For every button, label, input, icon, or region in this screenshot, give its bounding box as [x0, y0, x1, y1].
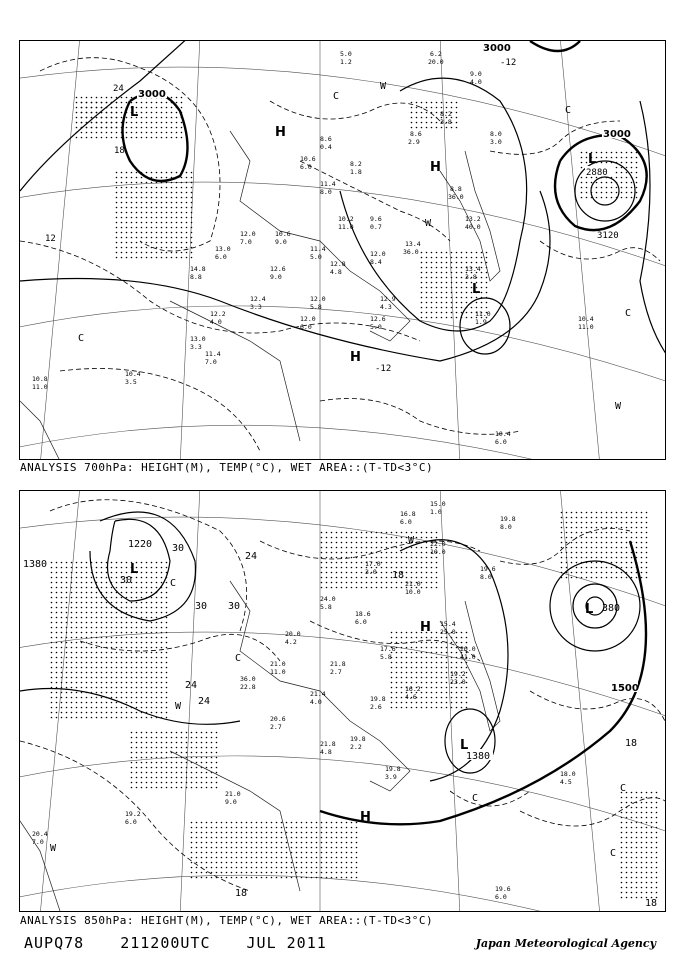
product-code: AUPQ78 [24, 934, 85, 952]
svg-text:8.8: 8.8 [450, 185, 462, 193]
warm-symbol: W [175, 701, 182, 712]
low-pressure-symbol: L [588, 152, 597, 167]
obs-label: 3.5 [125, 378, 137, 386]
svg-text:13.0: 13.0 [190, 335, 206, 343]
svg-text:17.0: 17.0 [365, 560, 381, 568]
isotherm-label: 24 [113, 84, 124, 94]
svg-text:1.0: 1.0 [430, 508, 442, 516]
svg-text:21.0: 21.0 [405, 580, 421, 588]
svg-text:4.0: 4.0 [210, 318, 222, 326]
svg-text:16.8: 16.8 [400, 510, 416, 518]
svg-text:21.8: 21.8 [330, 660, 346, 668]
svg-text:41.0: 41.0 [460, 653, 476, 661]
svg-text:18.0: 18.0 [560, 770, 576, 778]
svg-text:10.0: 10.0 [430, 548, 446, 556]
svg-text:6.0: 6.0 [300, 163, 312, 171]
svg-text:19.6: 19.6 [480, 565, 496, 573]
cold-symbol: C [170, 578, 177, 589]
wet-area-patch [560, 511, 650, 581]
svg-text:20.0: 20.0 [460, 645, 476, 653]
svg-text:11.4: 11.4 [310, 245, 326, 253]
warm-symbol: W [380, 81, 387, 92]
obs-label: 19.8 [350, 735, 366, 743]
svg-text:6.0: 6.0 [355, 618, 367, 626]
svg-text:8.2: 8.2 [350, 160, 362, 168]
svg-text:5.8: 5.8 [320, 603, 332, 611]
isotherm-label: 30 [172, 543, 185, 554]
obs-label: 6.0 [495, 893, 507, 901]
isotherm-label: 18 [392, 570, 405, 581]
svg-text:21.0: 21.0 [225, 790, 241, 798]
svg-text:19.2: 19.2 [450, 670, 466, 678]
svg-text:9.0: 9.0 [225, 798, 237, 806]
svg-text:4.8: 4.8 [330, 268, 342, 276]
svg-text:36.0: 36.0 [403, 248, 419, 256]
svg-text:10.6: 10.6 [275, 230, 291, 238]
svg-text:12.0: 12.0 [300, 315, 316, 323]
analysis-time: 211200UTC [120, 934, 211, 952]
svg-text:19.8: 19.8 [500, 515, 516, 523]
svg-text:12.0: 12.0 [240, 230, 256, 238]
svg-text:8.0: 8.0 [500, 523, 512, 531]
svg-text:25.0: 25.0 [440, 628, 456, 636]
isotherm-label: 24 [245, 551, 258, 562]
cold-symbol: C [235, 653, 242, 664]
svg-text:24.0: 24.0 [320, 595, 336, 603]
low-pressure-symbol: L [130, 105, 139, 120]
svg-text:36.0: 36.0 [240, 675, 256, 683]
svg-text:3.0: 3.0 [490, 138, 502, 146]
svg-text:12.2: 12.2 [210, 310, 226, 318]
obs-label: 19.6 [495, 885, 511, 893]
svg-text:4.0: 4.0 [470, 78, 482, 86]
cold-symbol: C [472, 793, 479, 804]
svg-text:4.0: 4.0 [310, 698, 322, 706]
svg-text:5.0: 5.0 [340, 50, 352, 58]
low-pressure-symbol: L [472, 282, 481, 297]
svg-text:11.4: 11.4 [205, 350, 221, 358]
obs-label: 11.0 [578, 323, 594, 331]
svg-text:7.0: 7.0 [205, 358, 217, 366]
svg-text:11.0: 11.0 [270, 668, 286, 676]
height-label: 3000 [138, 89, 166, 100]
svg-text:9.0: 9.0 [270, 273, 282, 281]
svg-text:10.6: 10.6 [300, 155, 316, 163]
height-label: 1500 [611, 683, 639, 694]
svg-text:14.8: 14.8 [190, 265, 206, 273]
wet-area-patch [130, 731, 220, 791]
svg-text:6.0: 6.0 [400, 518, 412, 526]
wet-area-patch [190, 821, 360, 881]
svg-text:3.3: 3.3 [250, 303, 262, 311]
obs-label: 10.4 [578, 315, 594, 323]
isotherm-label: 18 [645, 898, 658, 909]
isotherm-label: 30 [228, 601, 241, 612]
svg-text:4.3: 4.3 [380, 303, 392, 311]
cold-symbol: C [333, 91, 340, 102]
height-label: 1380 [23, 559, 48, 570]
svg-text:21.8: 21.8 [320, 740, 336, 748]
svg-text:20.6: 20.6 [270, 715, 286, 723]
svg-text:3.3: 3.3 [190, 343, 202, 351]
svg-text:4.6: 4.6 [405, 693, 417, 701]
svg-text:8.6: 8.6 [320, 135, 332, 143]
svg-text:8.2: 8.2 [440, 110, 452, 118]
map-700hpa-canvas [20, 41, 665, 460]
low-pressure-symbol: L [130, 562, 139, 577]
svg-text:6.0: 6.0 [125, 818, 137, 826]
svg-text:12.0: 12.0 [310, 295, 326, 303]
high-pressure-symbol: H [420, 620, 431, 635]
svg-text:19.2: 19.2 [125, 810, 141, 818]
low-pressure-symbol: L [460, 738, 469, 753]
svg-text:19.8: 19.8 [385, 765, 401, 773]
svg-text:15.4: 15.4 [440, 620, 456, 628]
svg-text:17.6: 17.6 [380, 645, 396, 653]
isotherm-label: 18 [625, 738, 638, 749]
height-label: 1380 [466, 751, 491, 762]
svg-text:6.0: 6.0 [300, 323, 312, 331]
svg-text:3.8: 3.8 [465, 273, 477, 281]
obs-label: 6.0 [495, 438, 507, 446]
svg-text:0.4: 0.4 [320, 143, 332, 151]
svg-text:4.2: 4.2 [285, 638, 297, 646]
isotherm-label: -12 [500, 58, 517, 68]
svg-text:12.6: 12.6 [370, 315, 386, 323]
svg-text:12.6: 12.6 [270, 265, 286, 273]
agency-name: Japan Meteorological Agency [475, 937, 656, 950]
svg-text:11.0: 11.0 [475, 310, 491, 318]
svg-text:8.6: 8.6 [410, 130, 422, 138]
high-pressure-symbol: H [430, 160, 441, 175]
svg-text:13.2: 13.2 [465, 215, 481, 223]
cold-symbol: C [565, 105, 572, 116]
svg-text:21.4: 21.4 [310, 690, 326, 698]
svg-text:20.0: 20.0 [285, 630, 301, 638]
height-label: 3000 [603, 129, 631, 140]
low-pressure-symbol: L [585, 602, 594, 617]
caption-700hpa: ANALYSIS 700hPa: HEIGHT(M), TEMP(°C), WET AREA::(T-TD<3°C) [20, 461, 434, 474]
svg-text:12.4: 12.4 [250, 295, 266, 303]
svg-text:5.8: 5.8 [380, 653, 392, 661]
svg-text:2.9: 2.9 [408, 138, 420, 146]
obs-label: 2.2 [350, 743, 362, 751]
svg-text:3.8: 3.8 [440, 118, 452, 126]
height-label: 380 [602, 603, 621, 614]
svg-text:2.7: 2.7 [270, 723, 282, 731]
obs-label: 20.4 [32, 830, 48, 838]
isotherm-label: 24 [185, 680, 198, 691]
svg-text:5.8: 5.8 [310, 303, 322, 311]
svg-text:3.9: 3.9 [385, 773, 397, 781]
svg-text:9.0: 9.0 [470, 70, 482, 78]
svg-text:8.0: 8.0 [320, 188, 332, 196]
cold-symbol: C [610, 848, 617, 859]
isotherm-label: 18 [235, 888, 248, 899]
caption-850hpa: ANALYSIS 850hPa: HEIGHT(M), TEMP(°C), WET AREA::(T-TD<3°C) [20, 914, 434, 927]
isotherm-label: -12 [375, 364, 392, 374]
svg-text:13.4: 13.4 [465, 265, 481, 273]
svg-text:5.0: 5.0 [370, 323, 382, 331]
svg-text:12.0: 12.0 [370, 250, 386, 258]
isotherm-label: 30 [195, 601, 208, 612]
svg-text:2.7: 2.7 [330, 668, 342, 676]
svg-text:12.9: 12.9 [380, 295, 396, 303]
svg-text:40.0: 40.0 [465, 223, 481, 231]
svg-text:2.6: 2.6 [370, 703, 382, 711]
svg-text:9.6: 9.6 [370, 215, 382, 223]
svg-text:1.8: 1.8 [350, 168, 362, 176]
svg-text:23.0: 23.0 [450, 678, 466, 686]
cold-symbol: C [620, 783, 627, 794]
svg-text:15.0: 15.0 [430, 500, 446, 508]
high-pressure-symbol: H [360, 810, 371, 825]
svg-text:4.5: 4.5 [560, 778, 572, 786]
svg-text:4.8: 4.8 [320, 748, 332, 756]
warm-symbol: W [50, 843, 57, 854]
svg-text:21.0: 21.0 [270, 660, 286, 668]
svg-text:22.0: 22.0 [430, 540, 446, 548]
svg-text:3.0: 3.0 [365, 568, 377, 576]
svg-text:16.2: 16.2 [405, 685, 421, 693]
warm-symbol: W [615, 401, 622, 412]
svg-text:13.4: 13.4 [405, 240, 421, 248]
height-label: 3120 [597, 231, 619, 241]
svg-text:7.0: 7.0 [240, 238, 252, 246]
obs-label: 10.4 [495, 430, 511, 438]
high-pressure-symbol: H [350, 350, 361, 365]
analysis-date: JUL 2011 [246, 934, 327, 952]
obs-label: 10.8 [32, 375, 48, 383]
isotherm-label: 18 [114, 146, 125, 156]
wet-area-patch [115, 171, 195, 261]
map-panel-850hpa [19, 490, 666, 912]
svg-text:20.0: 20.0 [428, 58, 444, 66]
map-850hpa-canvas [20, 491, 665, 911]
wet-area-patch [50, 561, 170, 721]
warm-symbol: W [425, 218, 432, 229]
isotherm-label: 24 [198, 696, 211, 707]
isotherm-label: 12 [45, 234, 56, 244]
svg-text:11.0: 11.0 [338, 223, 354, 231]
svg-text:10.0: 10.0 [405, 588, 421, 596]
high-pressure-symbol: H [275, 125, 286, 140]
product-header [24, 934, 353, 952]
svg-text:8.0: 8.0 [480, 573, 492, 581]
obs-label: 7.0 [32, 838, 44, 846]
svg-text:19.8: 19.8 [370, 695, 386, 703]
obs-label: 10.4 [125, 370, 141, 378]
low-center-value: 2880 [586, 168, 608, 178]
svg-text:11.4: 11.4 [320, 180, 336, 188]
svg-text:0.7: 0.7 [370, 223, 382, 231]
svg-text:13.0: 13.0 [215, 245, 231, 253]
svg-text:8.8: 8.8 [190, 273, 202, 281]
svg-text:12.8: 12.8 [330, 260, 346, 268]
warm-symbol: W [408, 535, 415, 546]
svg-text:22.8: 22.8 [240, 683, 256, 691]
svg-text:18.6: 18.6 [355, 610, 371, 618]
svg-text:6.0: 6.0 [215, 253, 227, 261]
isotherm-label: 30 [120, 575, 133, 586]
cold-symbol: C [78, 333, 85, 344]
svg-text:1.2: 1.2 [340, 58, 352, 66]
svg-text:9.0: 9.0 [275, 238, 287, 246]
map-panel-700hpa [19, 40, 666, 460]
svg-text:6.2: 6.2 [430, 50, 442, 58]
wet-area-patch [410, 101, 460, 131]
svg-text:36.0: 36.0 [448, 193, 464, 201]
svg-text:5.0: 5.0 [310, 253, 322, 261]
svg-text:8.0: 8.0 [490, 130, 502, 138]
height-label: 1220 [128, 539, 153, 550]
svg-text:10.2: 10.2 [338, 215, 354, 223]
cold-symbol: C [625, 308, 632, 319]
svg-text:1.9: 1.9 [475, 318, 487, 326]
height-label: 3000 [483, 43, 511, 54]
svg-text:8.4: 8.4 [370, 258, 382, 266]
obs-label: 11.0 [32, 383, 48, 391]
